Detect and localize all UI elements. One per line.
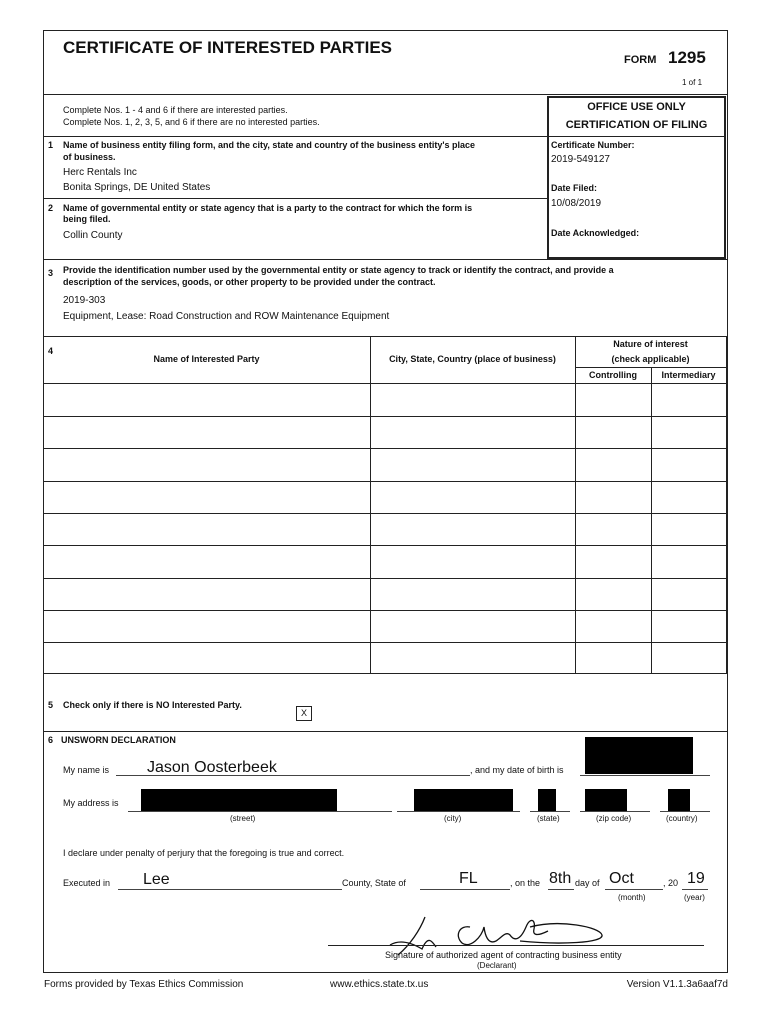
zip-caption: (zip code)	[596, 814, 632, 823]
redacted-zip	[585, 789, 627, 811]
governmental-entity-name: Collin County	[63, 230, 123, 241]
year-caption: (year)	[684, 893, 705, 902]
contract-id: 2019-303	[63, 295, 106, 306]
section-2-number: 2	[48, 203, 54, 213]
section-4-number: 4	[48, 346, 54, 356]
month-value: Oct	[609, 870, 634, 887]
perjury-declaration: I declare under penalty of perjury that the foregoing is true and correct.	[63, 848, 345, 858]
section-3-number: 3	[48, 268, 54, 278]
contract-description: Equipment, Lease: Road Construction and ROW Maintenance Equipment	[63, 311, 390, 322]
redacted-dob	[585, 737, 693, 774]
col-interested-party: Name of Interested Party	[153, 354, 260, 364]
date-acknowledged-label: Date Acknowledged:	[551, 228, 640, 238]
year-prefix: , 20	[663, 878, 679, 888]
instructions-line-1: Complete Nos. 1 - 4 and 6 if there are interested parties.	[63, 105, 288, 115]
form-number: 1295	[668, 48, 706, 67]
state-caption: (state)	[537, 814, 560, 823]
section-3-label-1: Provide the identification number used by the governmental entity or state agency to track or identify the contract, and provide a	[63, 265, 614, 275]
business-entity-name: Herc Rentals Inc	[63, 167, 137, 178]
page-count: 1 of 1	[682, 78, 703, 87]
section-1-label-2: of business.	[63, 152, 116, 162]
my-address-label: My address is	[63, 798, 119, 808]
section-2-label-2: being filed.	[63, 214, 111, 224]
table-row	[43, 610, 726, 611]
date-filed-label: Date Filed:	[551, 183, 598, 193]
street-caption: (street)	[230, 814, 256, 823]
redacted-state	[538, 789, 556, 811]
section-2-label-1: Name of governmental entity or state agency that is a party to the contract for which the form is	[63, 203, 473, 213]
table-row	[43, 416, 726, 417]
col-controlling: Controlling	[589, 370, 637, 380]
table-row	[43, 578, 726, 579]
my-name-label: My name is	[63, 765, 110, 775]
city-caption: (city)	[444, 814, 462, 823]
section-6-number: 6	[48, 735, 54, 745]
redacted-country	[668, 789, 690, 811]
page-title: CERTIFICATE OF INTERESTED PARTIES	[63, 38, 392, 57]
redacted-city	[414, 789, 513, 811]
col-nature-1: Nature of interest	[613, 339, 688, 349]
month-caption: (month)	[618, 893, 646, 902]
instructions-line-2: Complete Nos. 1, 2, 3, 5, and 6 if there are no interested parties.	[63, 117, 320, 127]
certification-title: CERTIFICATION OF FILING	[565, 119, 708, 131]
state-value: FL	[459, 870, 478, 887]
redacted-street	[141, 789, 337, 811]
executed-in-label: Executed in	[63, 878, 111, 888]
table-row	[43, 448, 726, 449]
section-5-number: 5	[48, 700, 54, 710]
county-state-label: County, State of	[342, 878, 406, 888]
footer-left: Forms provided by Texas Ethics Commission	[44, 979, 244, 990]
section-3-label-2: description of the services, goods, or other property to be provided under the contract.	[63, 277, 436, 287]
table-row	[43, 642, 726, 643]
declarant-caption: (Declarant)	[477, 961, 517, 970]
year-value: 19	[687, 870, 705, 887]
no-interested-party-checkbox[interactable]: X	[296, 706, 312, 721]
no-interested-party-label: Check only if there is NO Interested Party.	[63, 700, 242, 710]
business-entity-location: Bonita Springs, DE United States	[63, 182, 211, 193]
date-filed-value: 10/08/2019	[551, 198, 602, 209]
col-nature-2: (check applicable)	[611, 354, 690, 364]
county-value: Lee	[143, 871, 170, 888]
footer-url[interactable]: www.ethics.state.tx.us	[330, 979, 429, 990]
day-value: 8th	[549, 870, 572, 887]
section-1-label-1: Name of business entity filing form, and the city, state and country of the business entity's place	[63, 140, 476, 150]
table-row	[43, 545, 726, 546]
declarant-name: Jason Oosterbeek	[147, 759, 277, 776]
unsworn-declaration-title: UNSWORN DECLARATION	[61, 735, 176, 745]
col-intermediary: Intermediary	[661, 370, 716, 380]
footer-version: Version V1.1.3a6aaf7d	[626, 979, 728, 990]
table-row	[43, 481, 726, 482]
dob-label: , and my date of birth is	[470, 765, 564, 775]
country-caption: (country)	[666, 814, 698, 823]
section-1-number: 1	[48, 140, 54, 150]
day-of-label: day of	[575, 878, 600, 888]
form-label: FORM	[624, 54, 657, 66]
on-the-label: , on the	[510, 878, 541, 888]
col-city-state-country: City, State, Country (place of business)	[389, 354, 556, 364]
certificate-number-value: 2019-549127	[551, 154, 610, 165]
certificate-number-label: Certificate Number:	[551, 140, 635, 150]
signature-caption: Signature of authorized agent of contracting business entity	[385, 950, 622, 960]
office-use-title: OFFICE USE ONLY	[587, 101, 686, 113]
table-row	[43, 513, 726, 514]
